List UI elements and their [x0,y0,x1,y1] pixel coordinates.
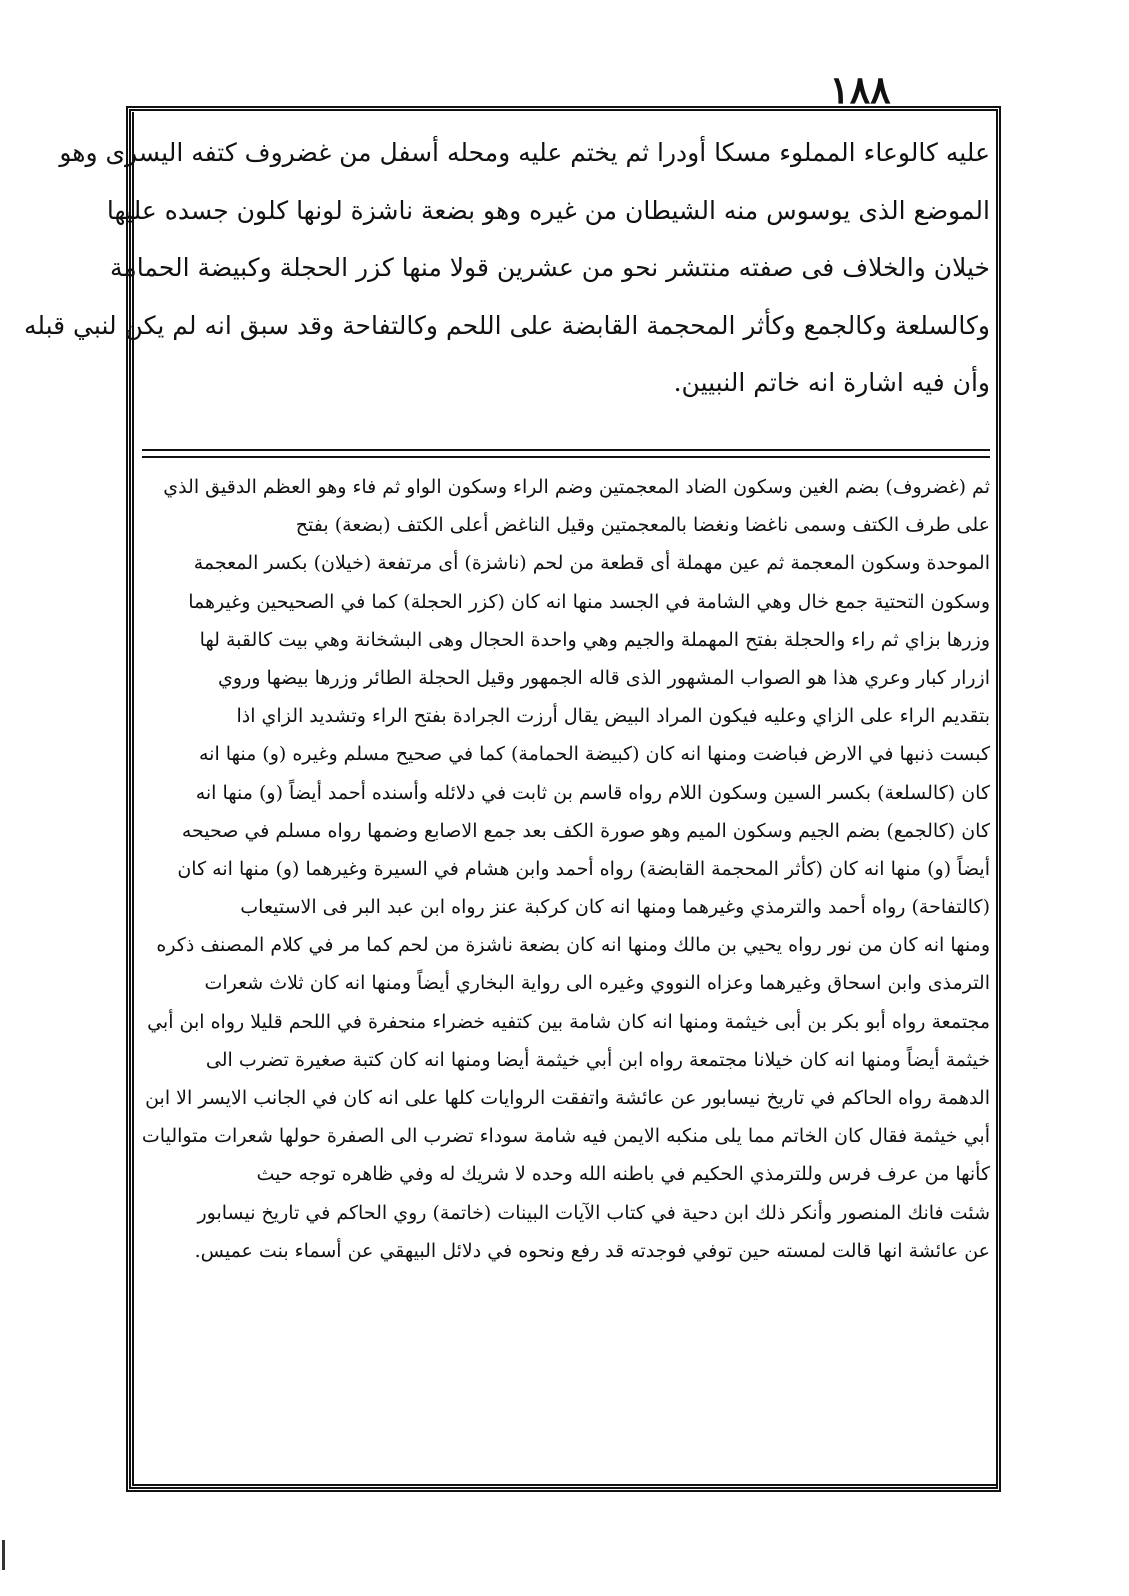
commentary-line: خيثمة أيضاً ومنها انه كان خيلانا مجتمعة رواه ابن أبي خيثمة أيضا ومنها انه كان كتبة صغيرة تضرب الى [205,1048,990,1071]
section-divider [142,456,990,458]
main-text-line: عليه كالوعاء المملوء مسكا أودرا ثم يختم عليه ومحله أسفل من غضروف كتفه اليسرى وهو [59,138,990,167]
frame-inner-bottom-rule [132,1484,998,1486]
scan-edge-mark [2,1540,5,1570]
commentary-line: كان (كالجمع) بضم الجيم وسكون الميم وهو صورة الكف بعد جمع الاصابع وضمها رواه مسلم في صحيحه [181,819,990,842]
commentary-block [142,468,990,1270]
commentary-line: عن عائشة انها قالت لمسته حين توفي فوجدته قد رفع ونحوه في دلائل البيهقي عن أسماء بنت عميس. [194,1239,990,1262]
commentary-line: وزرها بزاي ثم راء والحجلة بفتح المهملة والجيم وهي واحدة الحجال وهى البشخانة وهي بيت كالقبة لها [199,628,990,651]
section-divider [142,449,990,451]
main-text-line: الموضع الذى يوسوس منه الشيطان من غيره وهو بضعة ناشزة لونها كلون جسده عليها [106,195,990,225]
commentary-line: كبست ذنبها في الارض فباضت ومنها انه كان (كبيضة الحمامة) كما في صحيح مسلم وغيره (و) منها انه [199,743,990,766]
commentary-line: شئت فانك المنصور وأنكر ذلك ابن دحية في كتاب الآيات البينات (خاتمة) روي الحاكم في تاريخ نيسابور [197,1201,990,1224]
commentary-line: وسكون التحتية جمع خال وهي الشامة في الجسد منها انه كان (كزر الحجلة) كما في الصحيحين وغيرهما [188,590,990,613]
commentary-line: ثم (غضروف) بضم الغين وسكون الضاد المعجمتين وضم الراء وسكون الواو ثم فاء وهو العظم الدقيق الذي [163,476,990,498]
commentary-line: الموحدة وسكون المعجمة ثم عين مهملة أى قطعة من لحم (ناشزة) أى مرتفعة (خيلان) بكسر المعجمة [193,552,990,575]
commentary-line: أيضاً (و) منها انه كان (كأثر المحجمة القابضة) رواه أحمد وابن هشام في السيرة وغيرهما (و) منها انه كان [177,857,990,880]
main-text-line: خيلان والخلاف فى صفته منتشر نحو من عشرين قولا منها كزر الحجلة وكبيضة الحمامة [109,253,990,282]
commentary-line: على طرف الكتف وسمى ناغضا ونغضا بالمعجمتين وقيل الناغض أعلى الكتف (بضعة) بفتح [295,514,990,537]
commentary-line: أبي خيثمة فقال كان الخاتم مما يلى منكبه الايمن فيه شامة سوداء تضرب الى الصفرة حولها شعرات متواليات [141,1125,990,1148]
commentary-line: كأنها من عرف فرس وللترمذي الحكيم في باطنه الله وحده لا شريك له وفي ظاهره توجه حيث [256,1163,990,1186]
commentary-line: ومنها انه كان من نور رواه يحيي بن مالك ومنها انه كان بضعة ناشزة من لحم كما مر في كلام المصنف ذكره [156,934,990,957]
commentary-line: مجتمعة رواه أبو بكر بن أبى خيثمة ومنها انه كان شامة بين كتفيه خضراء منحفرة في اللحم قليلا رواه ابن أبي [147,1010,990,1033]
commentary-line: الترمذى وابن اسحاق وغيرهما وعزاه النووي وغيره الى رواية البخاري أيضاً ومنها انه كان ثلاث شعرات [204,972,990,995]
commentary-line: ازرار كبار وعري هذا هو الصواب المشهور الذى قاله الجمهور وقيل الحجلة الطائر وزرها بيضها وروي [218,666,990,689]
main-text-line: وأن فيه اشارة انه خاتم النبيين. [673,368,990,397]
commentary-line: كان (كالسلعة) بكسر السين وسكون اللام رواه قاسم بن ثابت في دلائله وأسنده أحمد أيضاً (و) منها انه [195,781,990,804]
commentary-line: بتقديم الراء على الزاي وعليه فيكون المراد البيض يقال أرزت الجرادة بفتح الراء وتشديد الزاي اذا [236,705,990,728]
commentary-line: (كالتفاحة) رواه أحمد والترمذي وغيرهما ومنها انه كان كركبة عنز رواه ابن عبد البر فى الاستيعاب [240,896,990,919]
commentary-line: الدهمة رواه الحاكم في تاريخ نيسابور عن عائشة واتفقت الروايات كلها على انه كان في الجانب الايسر الا ابن [145,1087,990,1109]
main-text-line: وكالسلعة وكالجمع وكأثر المحجمة القابضة على اللحم وكالتفاحة وقد سبق انه لم يكن لنبي قبله [23,310,990,340]
main-text-block [23,124,990,412]
page-number: ١٨٨ [829,67,891,112]
